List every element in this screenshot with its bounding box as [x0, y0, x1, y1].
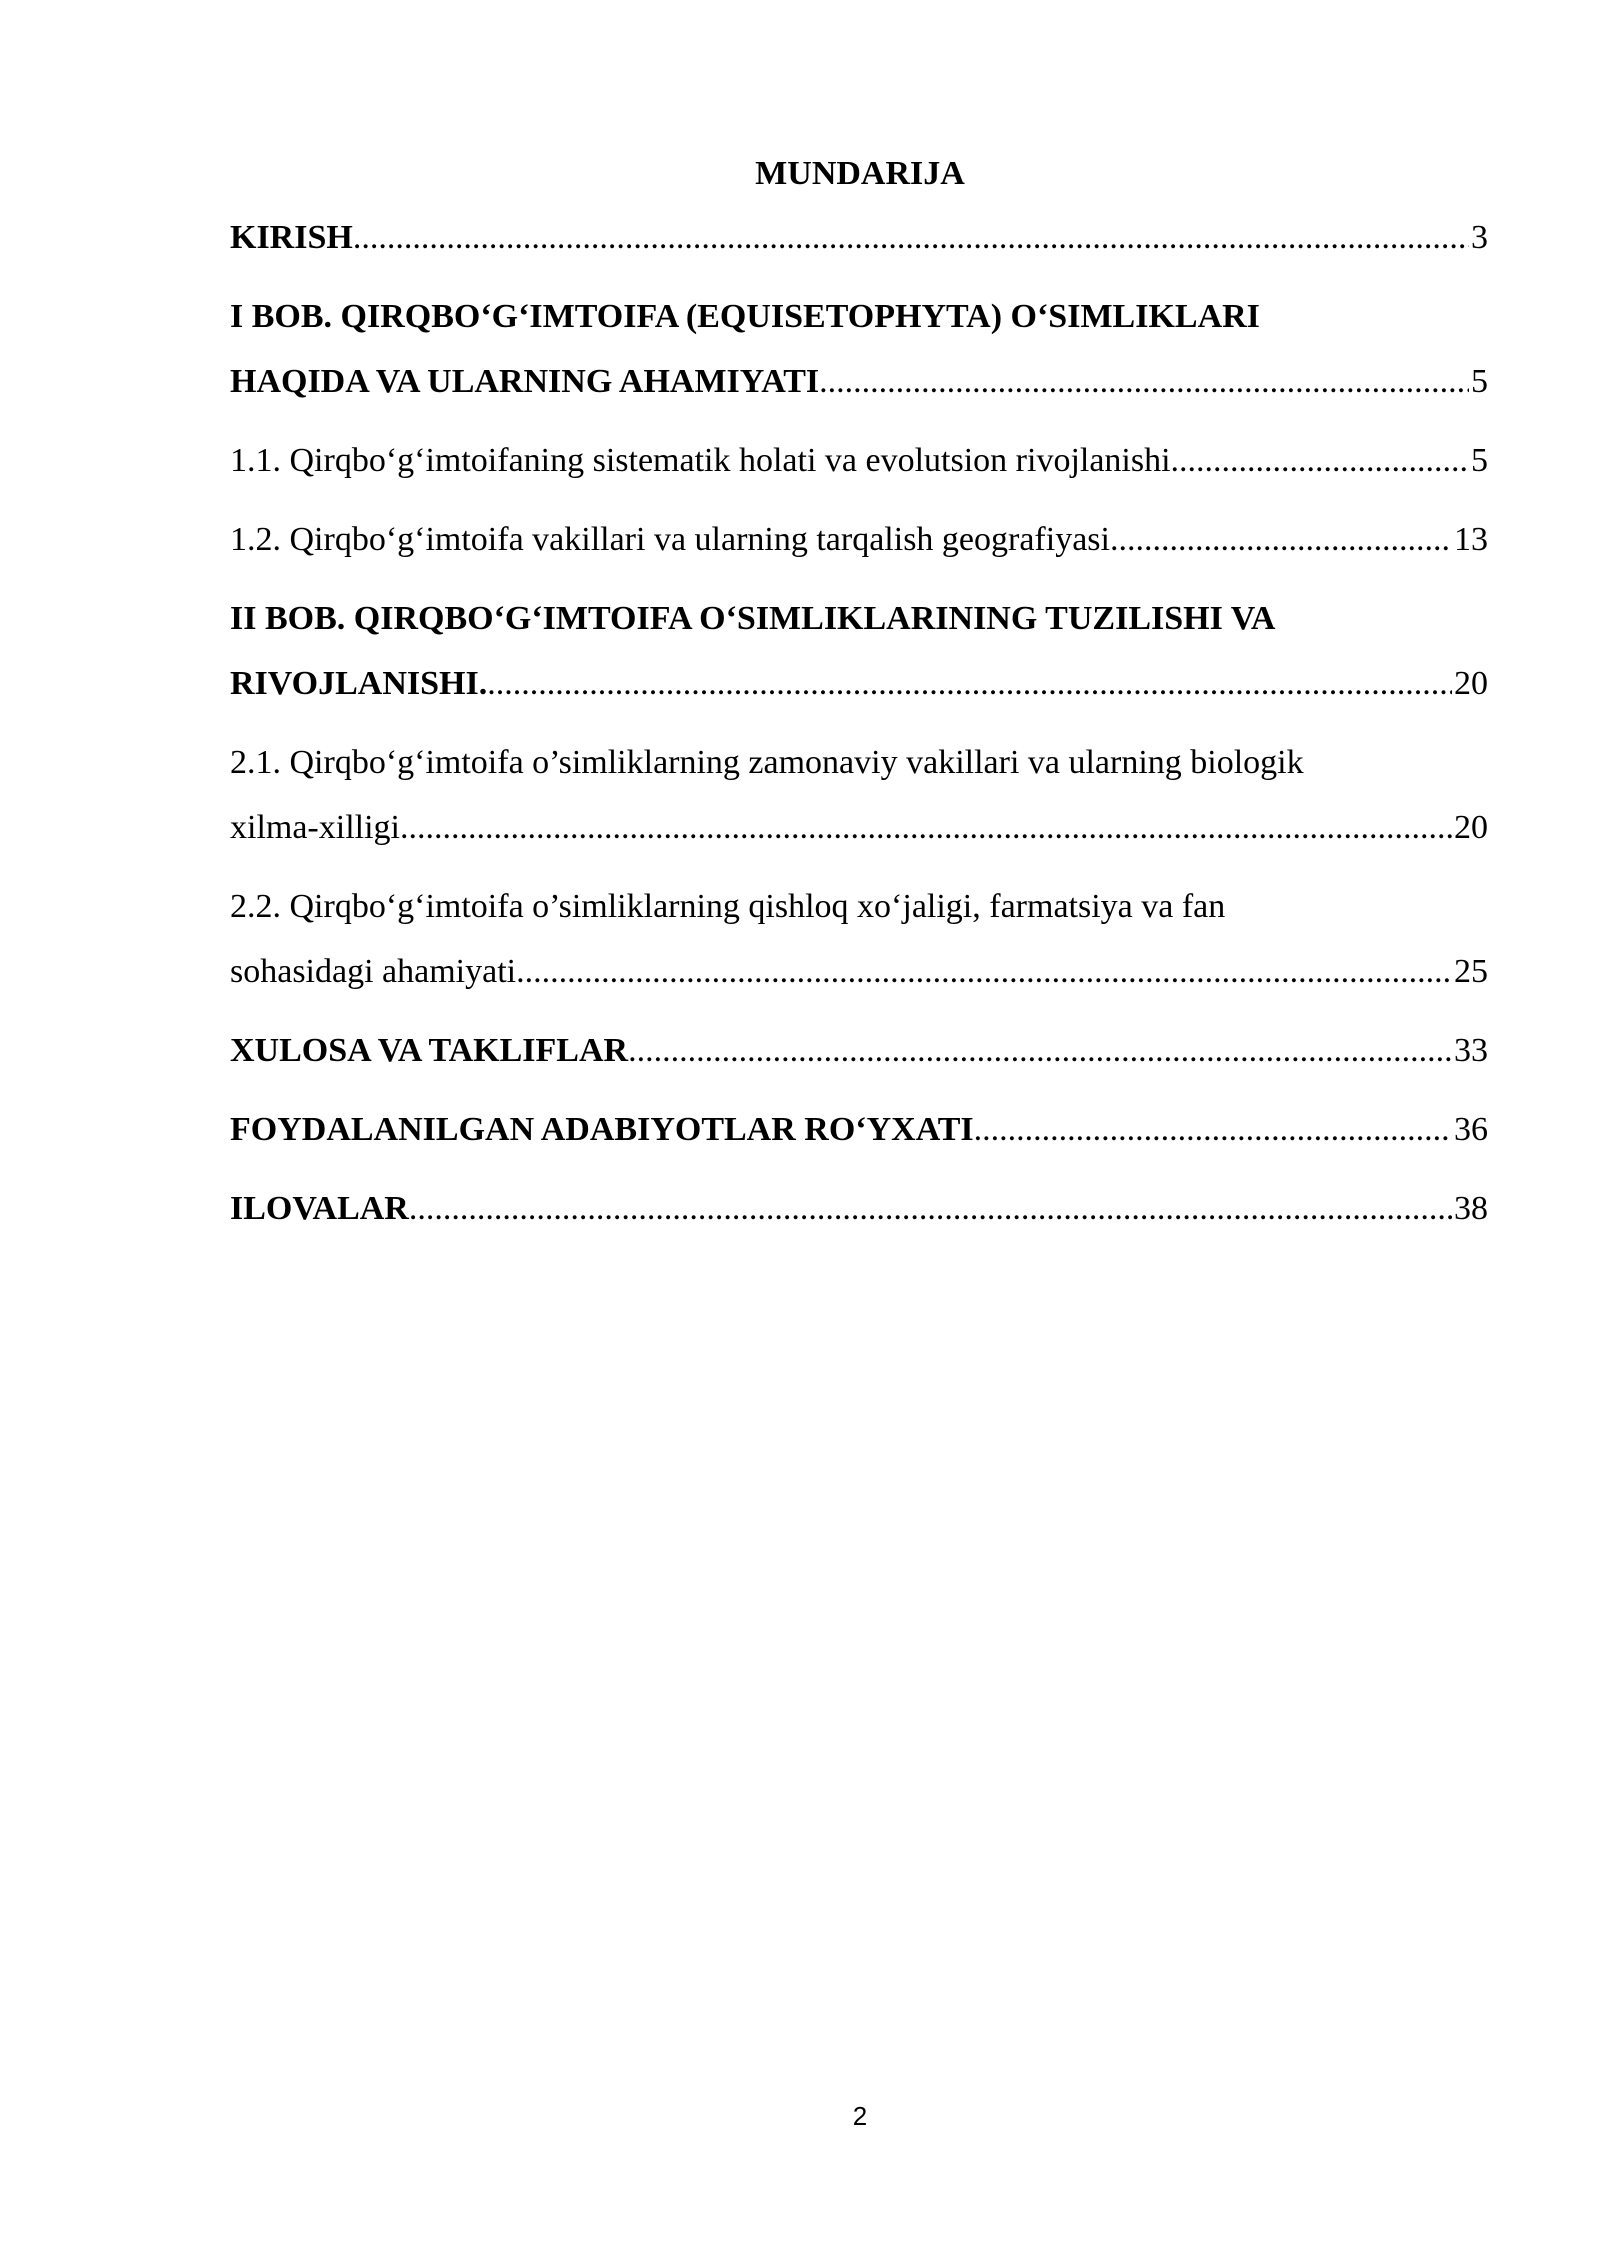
toc-entry-title-line: 2.2. Qirqbo‘g‘imtoifa o’simliklarning qishloq xo‘jaligi, farmatsiya va fan — [230, 888, 1226, 925]
dot-leader — [1110, 507, 1452, 572]
toc-entry-title: xilma-xilligi — [230, 809, 400, 846]
toc-entry-title: XULOSA VA TAKLIFLAR — [230, 1032, 629, 1069]
toc-entry-title: KIRISH — [230, 219, 353, 256]
toc-page-number: 33 — [1454, 1032, 1488, 1069]
toc-entry-title-line: II BOB. QIRQBO‘G‘IMTOIFA O‘SIMLIKLARINING TUZILISHI VA — [230, 600, 1276, 637]
toc-title: MUNDARIJA — [755, 155, 965, 192]
toc-entry-title-line: 2.1. Qirqbo‘g‘imtoifa o’simliklarning zamonaviy vakillari va ularning biologik — [230, 744, 1304, 781]
toc-entry-section-1-2[interactable] — [230, 507, 1488, 572]
table-of-contents — [230, 205, 1488, 1241]
toc-entry-adabiyotlar[interactable] — [230, 1097, 1488, 1162]
toc-entry-section-1-1[interactable] — [230, 428, 1488, 493]
toc-entry-chapter-1[interactable] — [230, 284, 1488, 414]
toc-page-number: 13 — [1454, 521, 1488, 558]
toc-entry-title: ILOVALAR — [230, 1190, 409, 1227]
dot-leader — [400, 795, 1452, 860]
toc-entry-xulosa[interactable] — [230, 1018, 1488, 1083]
toc-entry-title-line: I BOB. QIRQBO‘G‘IMTOIFA (EQUISETOPHYTA) O‘SIMLIKLARI — [230, 298, 1260, 335]
toc-entry-title: HAQIDA VA ULARNING AHAMIYATI — [230, 363, 820, 400]
toc-page-number: 5 — [1471, 363, 1488, 400]
toc-entry-title: FOYDALANILGAN ADABIYOTLAR RO‘YXATI — [230, 1111, 974, 1148]
dot-leader — [974, 1097, 1452, 1162]
toc-entry-section-2-2[interactable] — [230, 874, 1488, 1004]
dot-leader — [487, 651, 1452, 716]
dot-leader — [353, 205, 1469, 270]
dot-leader — [819, 349, 1469, 414]
toc-entry-kirish[interactable] — [230, 205, 1488, 270]
toc-entry-chapter-2[interactable] — [230, 586, 1488, 716]
dot-leader — [628, 1018, 1452, 1083]
toc-page-number: 20 — [1454, 809, 1488, 846]
toc-page-number: 20 — [1454, 665, 1488, 702]
toc-page-number: 5 — [1471, 442, 1488, 479]
dot-leader — [1171, 428, 1469, 493]
toc-page-number: 25 — [1454, 953, 1488, 990]
toc-entry-title: 1.1. Qirqbo‘g‘imtoifaning sistematik holati va evolutsion rivojlanishi — [230, 442, 1171, 479]
toc-entry-title: 1.2. Qirqbo‘g‘imtoifa vakillari va ularning tarqalish geografiyasi — [230, 521, 1110, 558]
toc-page-number: 38 — [1454, 1190, 1488, 1227]
toc-entry-title: sohasidagi ahamiyati — [230, 953, 517, 990]
dot-leader — [409, 1176, 1452, 1241]
toc-entry-ilovalar[interactable] — [230, 1176, 1488, 1241]
toc-page-number: 3 — [1471, 219, 1488, 256]
footer-page-number: 2 — [852, 2101, 868, 2131]
toc-page-number: 36 — [1454, 1111, 1488, 1148]
dot-leader — [516, 939, 1452, 1004]
toc-entry-title: RIVOJLANISHI. — [230, 665, 488, 702]
toc-entry-section-2-1[interactable] — [230, 730, 1488, 860]
